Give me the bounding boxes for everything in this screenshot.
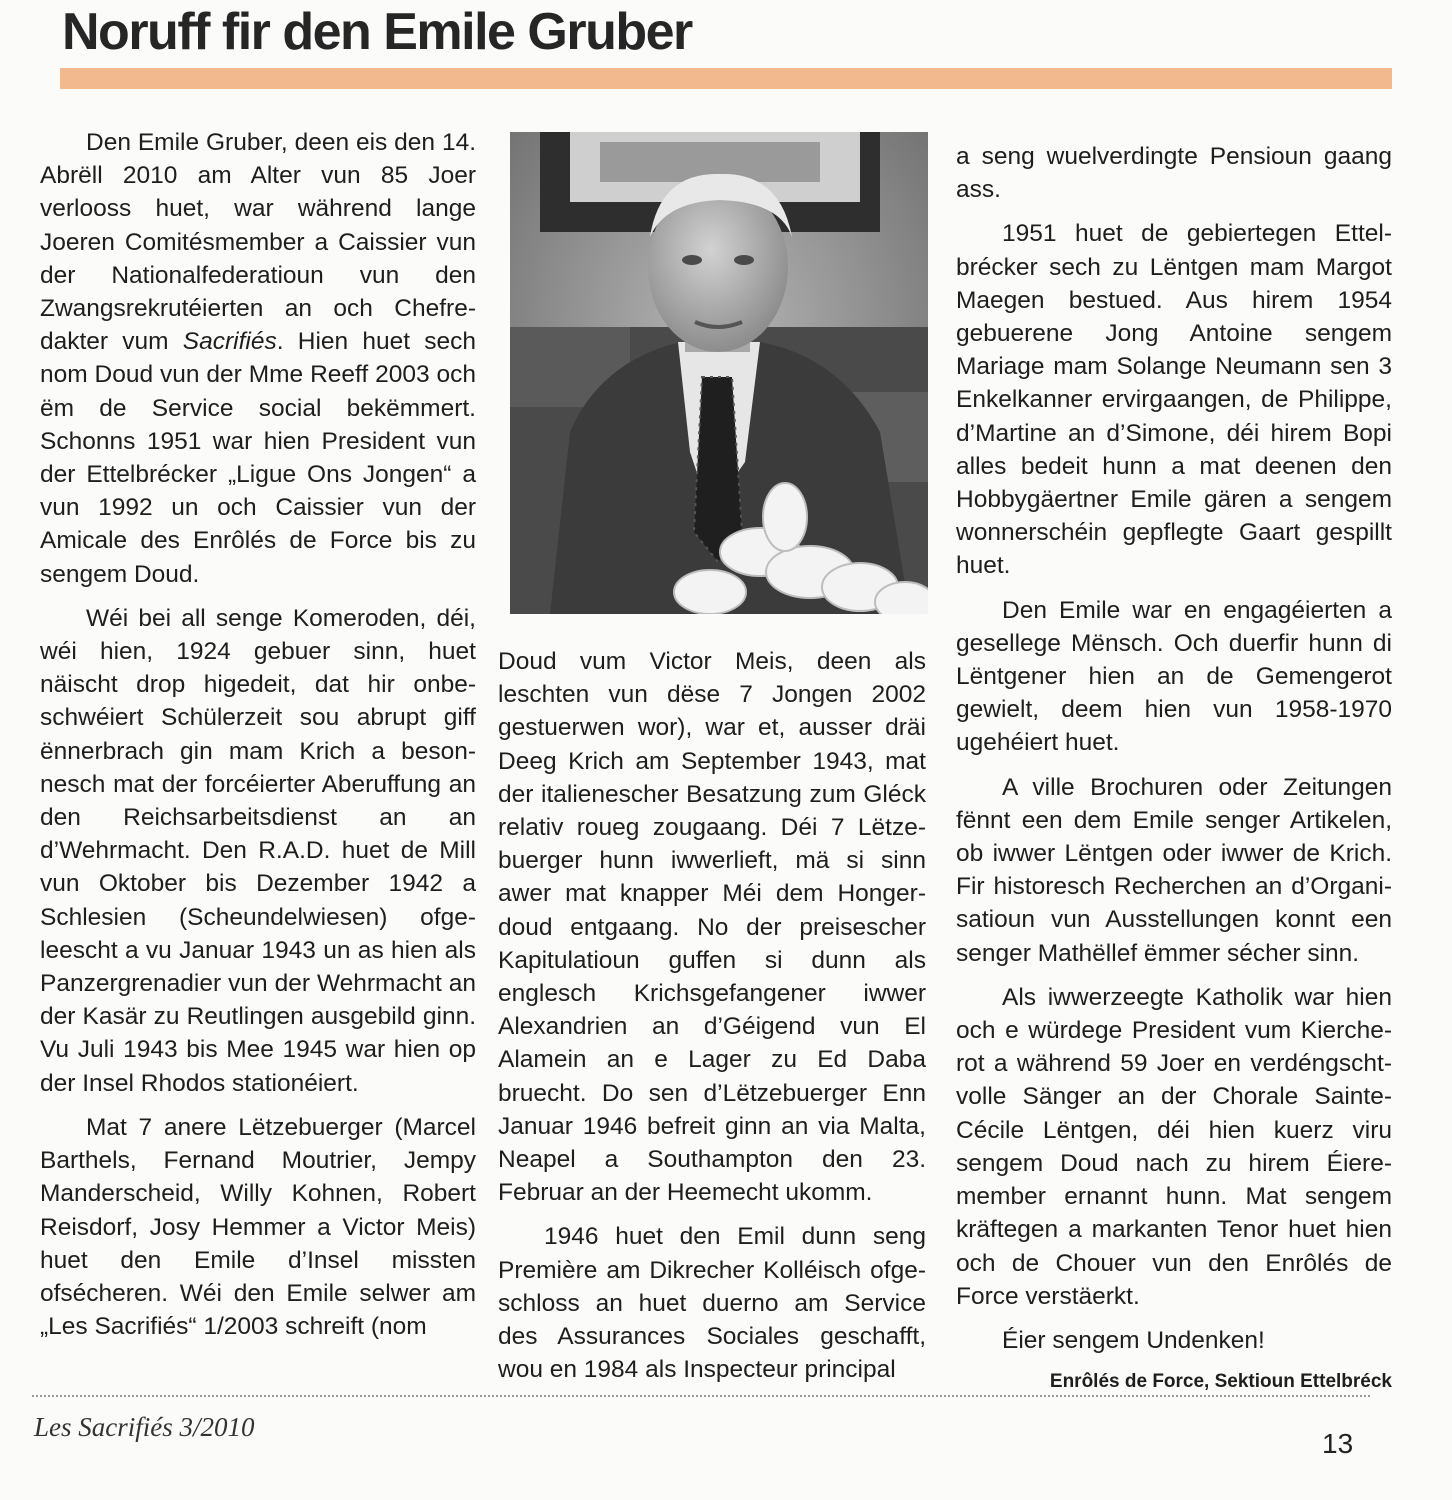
title-underline-bar: [60, 68, 1392, 89]
paragraph: Den Emile war en engagéierten a gesellege Mënsch. Och duerfir hunn di Lëntgener hien an de Gemengerot gewielt, deem hien vun 1958-1970 ugehéiert huet.: [956, 596, 1392, 757]
page-number: 13: [1322, 1428, 1354, 1459]
portrait-photo: [510, 132, 928, 614]
text-column-1: [40, 126, 476, 1354]
article-signature: Enrôlés de Force, Sektioun Ettelbréck: [1049, 1371, 1392, 1393]
paragraph: 1951 huet de gebiertegen Ettelbrécker sech zu Lëntgen mam Margot Maegen bestued. Aus hirem 1954 gebuerene Jong Antoine sengem Mariage mam Solange Neumann sen 3 Enkelkanner ervirgaangen, de Philippe, d’Martine an d’Simone, déi hirem Bopi alles bedeit hunn a mat deenen den Hobbygäertner Emile gären a sengem wonnerschéin gepflegte Gaart gespillt huet.: [956, 220, 1392, 580]
publication-name: Sacrifiés: [182, 328, 277, 356]
paragraph: a seng wuelverdingte Pensioun gaang ass.: [956, 143, 1392, 204]
portrait-photo-illustration: [510, 132, 928, 614]
paragraph: Als iwwerzeegte Katholik war hien och e würdege President vum Kiercherot a während 59 Joer en verdéngschtvolle Sänger an der Chorale Sainte-Cécile Lëntgen, déi hien kuerz viru sengem Doud nach zu hirem Éieremember ernannt hunn. Mat sengem kräftegen a markanten Tenor huet hien och de Chouer vun den Enrôlés de Force verstäerkt.: [956, 983, 1392, 1310]
paragraph: Wéi bei all senge Komeroden, déi, wéi hien, 1924 gebuer sinn, huet näischt drop higedeit, dat hir onbeschwéiert Schülerzeit sou abrupt giff ënnerbrach gin mam Krich a besonnesch mat der forcéierter Aberuffung an den Reichsarbeitsdienst an an d’Wehrmacht. Den R.A.D. huet de Mill vun Oktober bis Dezember 1942 a Schlesien (Scheundelwiesen) ofgeleescht a vu Januar 1943 un as hien als Panzergrenadier vun der Wehrmacht an der Kasär zu Reutlingen ausgebild ginn. Vu Juli 1943 bis Mee 1945 war hien op der Insel Rhodos stationéiert.: [40, 604, 476, 1097]
paragraph: Mat 7 anere Lëtzebuerger (Marcel Barthels, Fernand Moutrier, Jempy Manderscheid, Willy Kohnen, Robert Reisdorf, Josy Hemmer a Victor Meis) huet den Emile d’Insel missten ofsécheren. Wéi den Emile selwer am „Les Sacrifiés“ 1/2003 schreift (nom: [40, 1113, 476, 1341]
paragraph: Den Emile Gruber, deen eis den 14. Abrëll 2010 am Alter vun 85 Joer verlooss huet, war während lange Joeren Comitésmember a Caissier vun der Nationalfederatioun vun den Zwangsrekrutéierten an och Chefredakter vum Sacrifiés. Hien huet sech nom Doud vun der Mme Reeff 2003 och ëm de Service social bekëmmert. Schonns 1951 war hien President vun der Ettelbrécker „Ligue Ons Jongen“ a vun 1992 un och Caissier vun der Amicale des Enrôlés de Force bis zu sengem Doud.: [40, 129, 476, 588]
paragraph: A ville Brochuren oder Zeitungen fënnt een dem Emile senger Artikelen, ob iwwer Lëntgen oder iwwer de Krich. Fir historesch Recherchen an d’Organisatioun vun Ausstellungen konnt een senger Mathëllef ëmmer sécher sinn.: [956, 773, 1392, 967]
paragraph: Doud vum Victor Meis, deen als leschten vun dëse 7 Jongen 2002 gestuerwen wor), war et, ausser dräi Deeg Krich am September 1943, mat der italienescher Besatzung zum Gléck relativ roueg zougaang. Déi 7 Lëtzebuerger hunn iwwerlieft, mä si sinn awer mat knapper Méi dem Hongerdoud entgaang. No der preisescher Kapitulatioun guffen si dunn als englesch Krichsgefangener iwwer Alexandrien an d’Géigend vun El Alamein an e Lager zu Ed Daba bruecht. Do sen d’Lëtzebuerger Enn Januar 1946 befreit ginn an via Malta, Neapel a Southampton den 23. Februar an der Heemecht ukomm.: [498, 648, 926, 1207]
text-column-3: [956, 140, 1392, 1396]
paragraph: 1946 huet den Emil dunn seng Première am Dikrecher Kolléisch ofgeschloss an huet duerno am Service des Assurances Sociales geschafft, wou en 1984 als Inspecteur principal: [498, 1223, 926, 1384]
footer-publication: Les Sacrifiés 3/2010: [34, 1412, 255, 1442]
article-title: Noruff fir den Emile Gruber: [62, 3, 692, 61]
footer-divider: [32, 1395, 1370, 1397]
closing-line: Éier sengem Undenken!: [1002, 1326, 1265, 1354]
text-column-2: [498, 645, 926, 1397]
